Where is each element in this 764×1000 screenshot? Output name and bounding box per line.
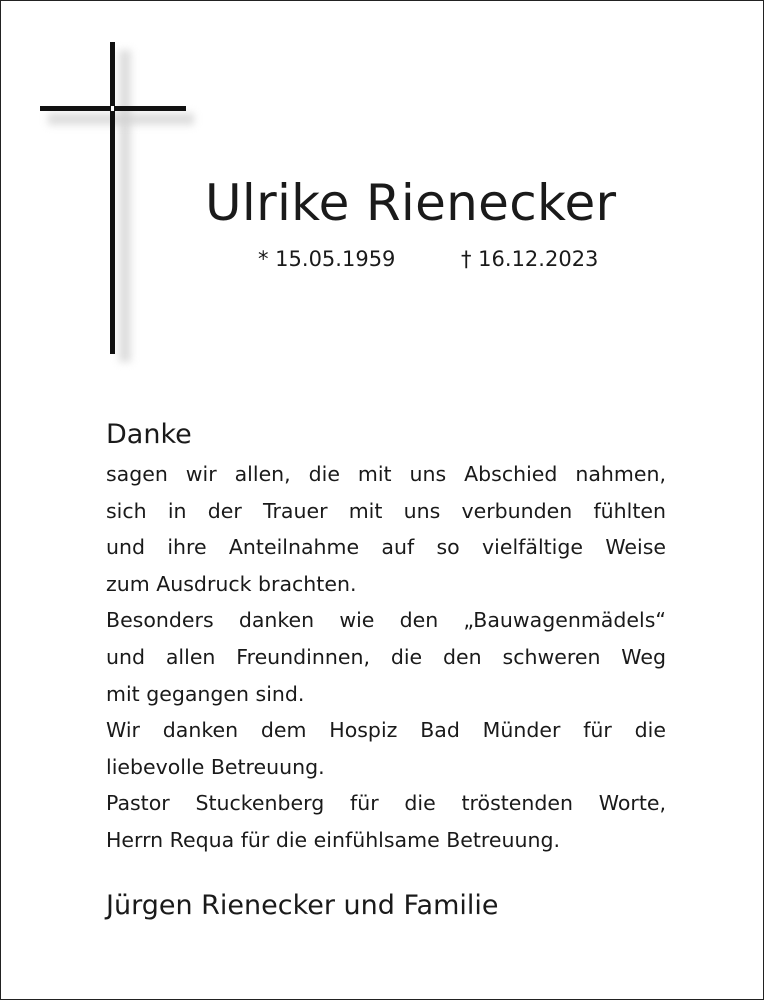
cross-center-highlight bbox=[111, 106, 114, 111]
birth-date: * 15.05.1959 bbox=[258, 247, 396, 271]
message-body bbox=[106, 456, 666, 859]
message-line: zum Ausdruck brachten. bbox=[106, 571, 357, 596]
cross-shadow-horizontal bbox=[48, 113, 194, 125]
signature: Jürgen Rienecker und Familie bbox=[106, 890, 499, 921]
message-line: und allen Freundinnen, die den schweren Weg bbox=[106, 644, 666, 669]
cross-vertical-bar bbox=[110, 42, 115, 354]
message-line: Wir danken dem Hospiz Bad Münder für die bbox=[106, 718, 666, 743]
message-line: Herrn Requa für die einfühlsame Betreuung. bbox=[106, 827, 561, 852]
message-line: mit gegangen sind. bbox=[106, 681, 305, 706]
cross-icon bbox=[40, 42, 190, 362]
cross-shadow-vertical bbox=[119, 50, 131, 362]
message-heading: Danke bbox=[106, 419, 192, 450]
message-line: Besonders danken wie den „Bauwagenmädels“ bbox=[106, 608, 666, 633]
death-date: † 16.12.2023 bbox=[461, 247, 599, 271]
message-line: Pastor Stuckenberg für die tröstenden Worte, bbox=[106, 791, 666, 816]
deceased-name: Ulrike Rienecker bbox=[205, 174, 617, 232]
message-line: liebevolle Betreuung. bbox=[106, 754, 325, 779]
message-line: sagen wir allen, die mit uns Abschied nahmen, bbox=[106, 462, 666, 486]
message-line: sich in der Trauer mit uns verbunden fühlten bbox=[106, 498, 666, 523]
message-line: und ihre Anteilnahme auf so vielfältige Weise bbox=[106, 535, 666, 560]
